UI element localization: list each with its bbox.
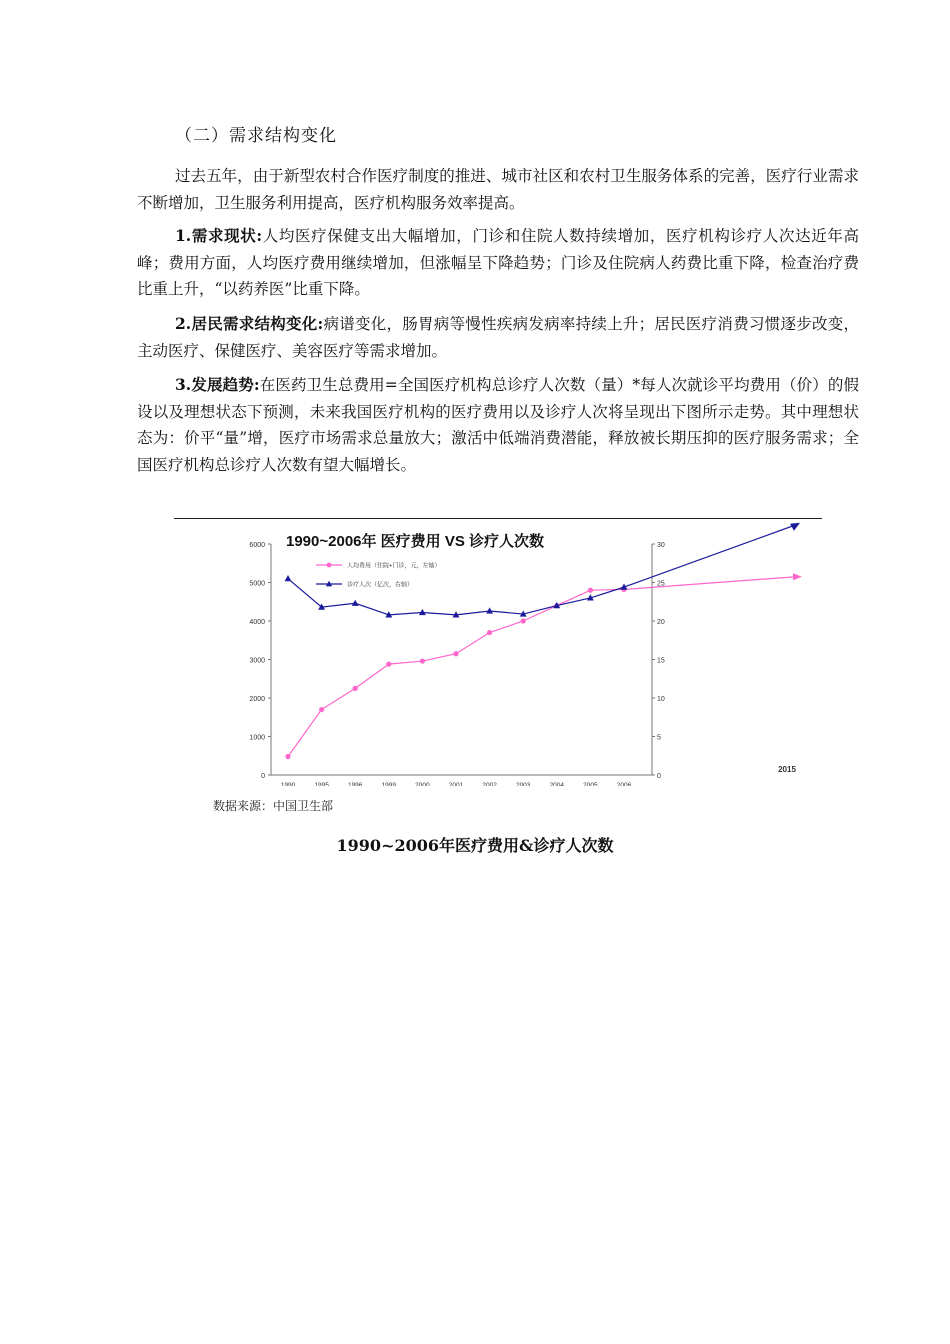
y-tick-label-right: 30	[657, 542, 665, 549]
legend-label: 诊疗人次（亿次，右轴）	[347, 582, 414, 589]
y-tick-label-left: 6000	[249, 542, 265, 549]
chart-figure	[174, 518, 822, 786]
data-point	[487, 630, 492, 635]
data-point	[453, 651, 458, 656]
legend-marker	[327, 563, 332, 568]
paragraph-label: 2.居民需求结构变化:	[175, 314, 324, 333]
x-tick-label: 1999	[381, 782, 397, 786]
paragraph-resident-demand	[137, 311, 859, 364]
figure-source: 数据来源：中国卫生部	[213, 799, 334, 813]
y-tick-label-left: 3000	[249, 657, 265, 665]
paragraph-text: 病谱变化，肠胃病等慢性疾病发病率持续上升；居民医疗消费习惯逐步改变，主动医疗、保健医疗、美容医疗等需求增加。	[137, 315, 859, 360]
y-tick-label-left: 0	[261, 773, 265, 780]
y-tick-label-left: 4000	[249, 619, 265, 626]
x-tick-label-2015: 2015	[778, 765, 796, 774]
figure-caption: 1990~2006年医疗费用&诊疗人次数	[336, 836, 614, 855]
x-tick-label: 2006	[616, 782, 632, 786]
paragraph-text: 人均医疗保健支出大幅增加，门诊和住院人数持续增加，医疗机构诊疗人次达近年高峰；费用方面，人均医疗费用继续增加，但涨幅呈下降趋势；门诊及住院病人药费比重下降，检查治疗费比重上升，“以药养医”比重下降。	[137, 227, 859, 298]
projection-arrow-0	[793, 573, 802, 580]
data-point	[420, 658, 425, 663]
x-tick-label: 2001	[448, 782, 464, 786]
x-tick-label: 2002	[482, 782, 497, 786]
data-point	[285, 754, 290, 759]
x-tick-label: 1990	[280, 782, 296, 786]
x-tick-label: 2005	[583, 782, 598, 786]
data-point	[352, 600, 359, 606]
y-tick-label-right: 5	[657, 734, 661, 742]
x-tick-label: 1996	[347, 782, 363, 786]
legend-label: 人均费用（住院+门诊，元，左轴）	[347, 563, 441, 570]
paragraph-demand-status	[137, 223, 859, 303]
x-tick-label: 2003	[515, 782, 531, 786]
line-chart	[174, 518, 822, 786]
y-tick-label-left: 1000	[249, 734, 265, 742]
data-point	[285, 575, 292, 581]
y-tick-label-right: 20	[657, 619, 665, 626]
chart-title: 1990~2006年 医疗费用 VS 诊疗人次数	[286, 533, 545, 550]
y-tick-label-right: 0	[657, 773, 661, 780]
data-point	[319, 707, 324, 712]
x-tick-label: 1995	[314, 782, 329, 786]
section-heading-demand: （二）需求结构变化	[175, 126, 337, 146]
y-tick-label-right: 15	[657, 657, 665, 665]
data-point	[386, 662, 391, 667]
projection-line-0	[624, 577, 796, 590]
x-tick-label: 2004	[549, 782, 565, 786]
paragraph-intro: 过去五年，由于新型农村合作医疗制度的推进、城市社区和农村卫生服务体系的完善，医疗行业需求不断增加，卫生服务利用提高，医疗机构服务效率提高。	[137, 167, 859, 212]
data-point	[588, 588, 593, 593]
data-point	[353, 686, 358, 691]
x-tick-label: 2000	[415, 782, 430, 786]
projection-line-1	[624, 525, 796, 587]
paragraph-text: 在医药卫生总费用=全国医疗机构总诊疗人次数（量）*每人次就诊平均费用（价）的假设以及理想状态下预测，未来我国医疗机构的医疗费用以及诊疗人次将呈现出下图所示走势。其中理想状态为：价平“量”增，医疗市场需求总量放大；激活中低端消费潜能，释放被长期压抑的医疗服务需求；全国医疗机构总诊疗人次数有望大幅增长。	[137, 376, 859, 474]
y-tick-label-right: 10	[657, 696, 665, 703]
y-tick-label-right: 25	[657, 580, 665, 588]
paragraph-label: 3.发展趋势:	[175, 375, 260, 394]
data-point	[419, 609, 426, 615]
data-point	[486, 607, 493, 613]
y-tick-label-left: 2000	[249, 696, 265, 703]
data-point	[521, 618, 526, 623]
y-tick-label-left: 5000	[249, 580, 265, 588]
paragraph-trend	[137, 372, 859, 478]
paragraph-label: 1.需求现状:	[175, 226, 263, 245]
